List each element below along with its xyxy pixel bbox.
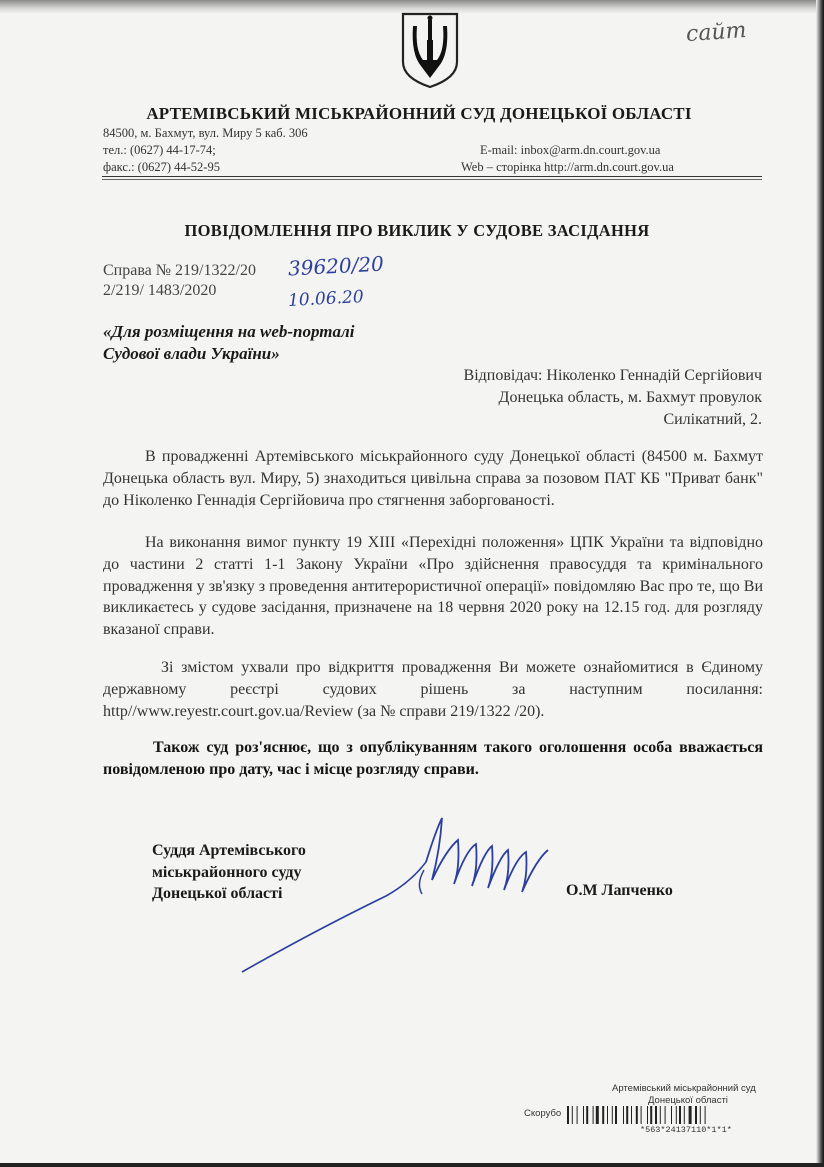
judge-title-line2: міськрайонного суду <box>152 863 302 881</box>
barcode-bar <box>689 1106 692 1124</box>
scan-edge-bottom <box>0 1163 824 1167</box>
barcode-bar <box>572 1106 573 1124</box>
barcode-bar <box>631 1106 632 1124</box>
barcode-bar <box>593 1106 594 1124</box>
paragraph-clarification: Також суд роз'яснює, що з опублікуванням такого оголошення особа вважається повідомленою про дату, час і місце розгляду справи. <box>103 739 763 778</box>
handwritten-note: сайт <box>685 17 748 48</box>
paragraph-registry: Зі змістом ухвали про відкриття провадження Ви можете ознайомитися в Єдиному державному реєстрі судових рішень за наступним посилання: http//www.reyestr.court.gov.ua/Review (за № справи 219/1322 /20). <box>103 659 763 720</box>
barcode-bar <box>577 1106 578 1124</box>
respondent-block <box>342 365 762 431</box>
barcode-bar <box>623 1106 624 1124</box>
court-fax: факс.: (0627) 44-52-95 <box>103 160 220 174</box>
barcode-bar <box>684 1106 685 1124</box>
stamp-region: Донецької області <box>648 1095 728 1106</box>
judge-title-line1: Суддя Артемівського <box>152 842 306 859</box>
paragraph-case-info: В провадженні Артемівського міськрайонного суду Донецької області (84500 м. Бахмут Донецька область вул. Миру, 5) знаходиться цивільна справа за позовом ПАТ КБ "Приват банк" до Ніколенко Геннадія Сергійовича про стягнення заборгованості. <box>103 448 763 509</box>
barcode <box>567 1106 805 1124</box>
case-number: Справа № 219/1322/20 <box>103 262 256 279</box>
barcode-bar <box>607 1106 608 1124</box>
barcode-bar <box>705 1106 706 1124</box>
respondent-address: Донецька область, м. Бахмут провулок <box>498 389 762 406</box>
barcode-bar <box>650 1106 652 1124</box>
court-address: 84500, м. Бахмут, вул. Миру 5 каб. 306 <box>103 126 308 140</box>
judge-title-line3: Донецької області <box>152 885 283 902</box>
stamp-court-name: Артемівський міськрайонний суд <box>612 1083 756 1094</box>
judge-signature <box>236 810 566 980</box>
header-divider-secondary <box>102 179 762 180</box>
scan-edge-right <box>816 0 824 1167</box>
barcode-bar <box>626 1106 628 1124</box>
barcode-number: *563*24137110*1*1* <box>640 1125 732 1135</box>
barcode-bar <box>695 1106 697 1124</box>
stamp-label: Скорубо <box>524 1108 562 1119</box>
barcode-bar <box>679 1106 681 1124</box>
coat-of-arms-icon <box>399 10 461 90</box>
barcode-bar <box>660 1106 661 1124</box>
court-website: Web – сторінка http://arm.dn.court.gov.ua <box>461 160 674 174</box>
barcode-bar <box>665 1106 666 1124</box>
judge-name: О.М Лапченко <box>566 882 673 899</box>
barcode-bar <box>602 1106 604 1124</box>
respondent-name: Відповідач: Ніколенко Геннадій Сергійович <box>463 367 762 384</box>
barcode-bar <box>641 1106 642 1124</box>
barcode-bar <box>612 1106 613 1124</box>
handwritten-date: 10.06.20 <box>287 287 365 311</box>
barcode-bar <box>671 1106 672 1124</box>
barcode-bar <box>586 1106 588 1124</box>
barcode-bar <box>583 1106 584 1124</box>
barcode-bar <box>676 1106 677 1124</box>
barcode-bar <box>655 1106 657 1124</box>
court-phone: тел.: (0627) 44-17-74; <box>103 143 216 157</box>
portal-notice: «Для розміщення на web-порталі Судової влади України» <box>103 322 355 363</box>
court-name: АРТЕМІВСЬКИЙ МІСЬКРАЙОННИЙ СУД ДОНЕЦЬКОЇ ОБЛАСТІ <box>146 104 692 123</box>
header-divider <box>102 176 762 177</box>
barcode-bar <box>700 1106 701 1124</box>
barcode-bar <box>567 1106 569 1124</box>
handwritten-outgoing-number: 39620/20 <box>287 251 385 281</box>
proceeding-number: 2/219/ 1483/2020 <box>103 282 217 299</box>
court-email: E-mail: inbox@arm.dn.court.gov.ua <box>480 143 661 157</box>
barcode-bar <box>647 1106 648 1124</box>
paragraph-summons: На виконання вимог пункту 19 XIII «Перехідні положення» ЦПК України та відповідно до частини 2 статті 1-1 Закону України «Про здійснення правосуддя та кримінального провадження у зв'язку з проведення антитерористичної операції» повідомляю Вас про те, що Ви викликаєтесь у судове засідання, призначене на 18 червня 2020 року на 12.15 год. для розгляду вказаної справи. <box>103 534 763 639</box>
respondent-street: Силікатний, 2. <box>663 411 762 428</box>
barcode-bar <box>636 1106 638 1124</box>
document-title: ПОВІДОМЛЕННЯ ПРО ВИКЛИК У СУДОВЕ ЗАСІДАННЯ <box>184 221 650 240</box>
barcode-bar <box>615 1106 617 1124</box>
barcode-bar <box>596 1106 599 1124</box>
